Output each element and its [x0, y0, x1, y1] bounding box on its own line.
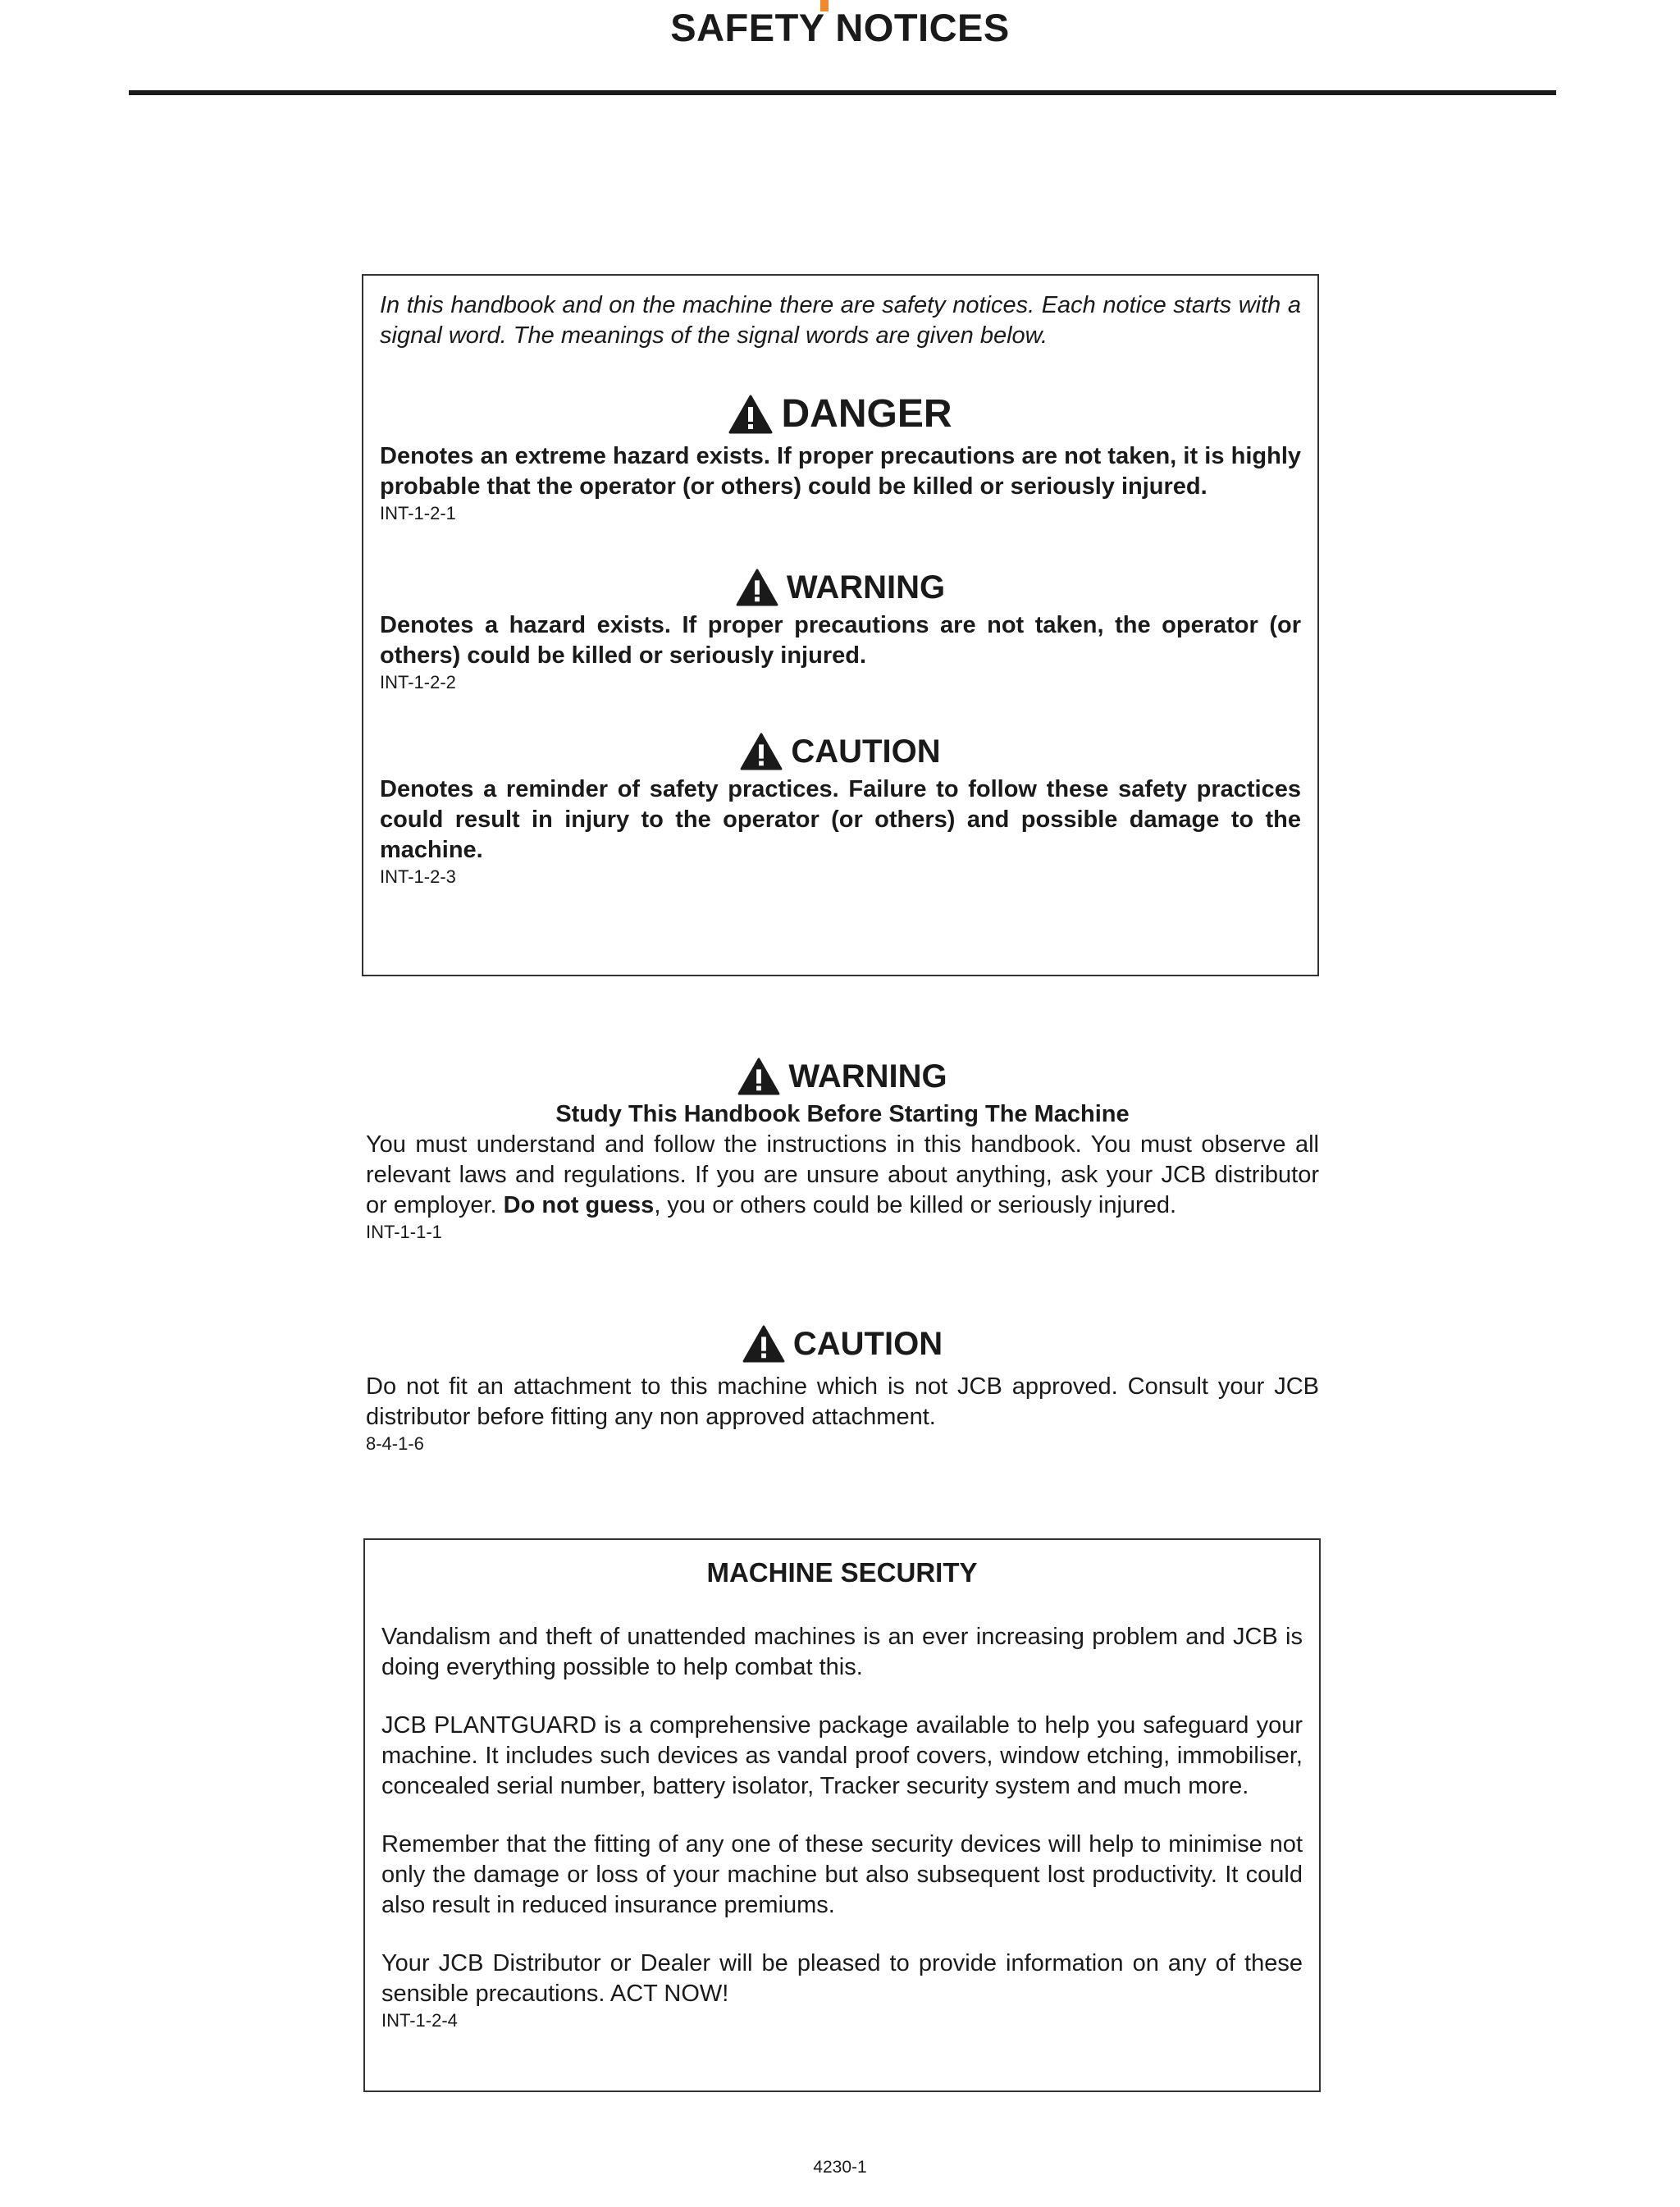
notice-warning-text	[366, 1130, 1319, 1221]
notice-warning-heading	[366, 1055, 1319, 1094]
notice-warning-word: WARNING	[788, 1058, 947, 1095]
security-paragraph-1: Vandalism and theft of unattended machines is an ever increasing problem and JCB is doing everything possible to help combat this.	[381, 1624, 1303, 1680]
machine-security-box	[363, 1538, 1321, 2092]
caution-signal-word: CAUTION	[791, 733, 941, 770]
header-rule	[129, 90, 1556, 95]
security-code: INT-1-2-4	[381, 2010, 458, 2031]
danger-heading	[380, 389, 1301, 436]
warning-triangle-icon	[742, 1325, 785, 1363]
notice-caution-word: CAUTION	[792, 1326, 943, 1363]
notice-warning-text-emphasis: Do not guess	[503, 1192, 655, 1218]
warning-signal-word: WARNING	[786, 569, 946, 606]
handbook-warning-notice	[366, 1055, 1319, 1244]
danger-signal-word: DANGER	[781, 392, 952, 436]
page-number: 4230-1	[813, 2158, 867, 2177]
warning-triangle-icon	[737, 1058, 780, 1095]
notice-warning-text-start: You must understand and follow the instructions in this handbook. You must observe all relevant laws and regulations. If you are unsure about anything, ask your JCB distributor or employer.	[366, 1131, 1319, 1218]
notice-warning-code: INT-1-1-1	[366, 1222, 442, 1242]
warning-triangle-icon	[728, 395, 773, 434]
attachment-caution-notice	[366, 1323, 1319, 1455]
notice-caution-heading	[366, 1323, 1319, 1362]
page-title: SAFETY NOTICES	[670, 6, 1010, 49]
signal-words-box	[362, 274, 1319, 976]
warning-code: INT-1-2-2	[380, 672, 456, 692]
warning-description: Denotes a hazard exists. If proper precautions are not taken, the operator (or others) could be killed or seriously injured.	[380, 612, 1301, 669]
security-paragraph-4: Your JCB Distributor or Dealer will be pleased to provide information on any of these sensible precautions. ACT NOW!	[381, 1950, 1303, 2007]
warning-triangle-icon	[740, 733, 783, 770]
signal-words-intro: In this handbook and on the machine there are safety notices. Each notice starts with a signal word. The meanings of the signal words are given below.	[380, 292, 1301, 349]
security-paragraph-3: Remember that the fitting of any one of these security devices will help to minimise not only the damage or loss of your machine but also subsequent lost productivity. It could also result in reduced insurance premiums.	[381, 1831, 1303, 1918]
danger-description: Denotes an extreme hazard exists. If proper precautions are not taken, it is highly probable that the operator (or others) could be killed or seriously injured.	[380, 443, 1301, 500]
machine-security-title: MACHINE SECURITY	[706, 1557, 978, 1588]
notice-warning-text-end: , you or others could be killed or seriously injured.	[654, 1192, 1177, 1218]
danger-code: INT-1-2-1	[380, 503, 456, 523]
caution-heading	[380, 730, 1301, 770]
security-paragraph-2: JCB PLANTGUARD is a comprehensive package available to help you safeguard your machine. It includes such devices as vandal proof covers, window etching, immobiliser, concealed serial number, battery isolator, Tracker security system and much more.	[381, 1712, 1303, 1799]
caution-code: INT-1-2-3	[380, 866, 456, 887]
notice-caution-text: Do not fit an attachment to this machine which is not JCB approved. Consult your JCB distributor before fitting any non approved attachment.	[366, 1373, 1319, 1430]
notice-warning-subheading: Study This Handbook Before Starting The Machine	[555, 1101, 1130, 1127]
warning-triangle-icon	[736, 569, 778, 606]
notice-caution-code: 8-4-1-6	[366, 1433, 424, 1454]
caution-description: Denotes a reminder of safety practices. Failure to follow these safety practices could result in injury to the operator (or others) and possible damage to the machine.	[380, 776, 1301, 863]
warning-heading	[380, 566, 1301, 605]
